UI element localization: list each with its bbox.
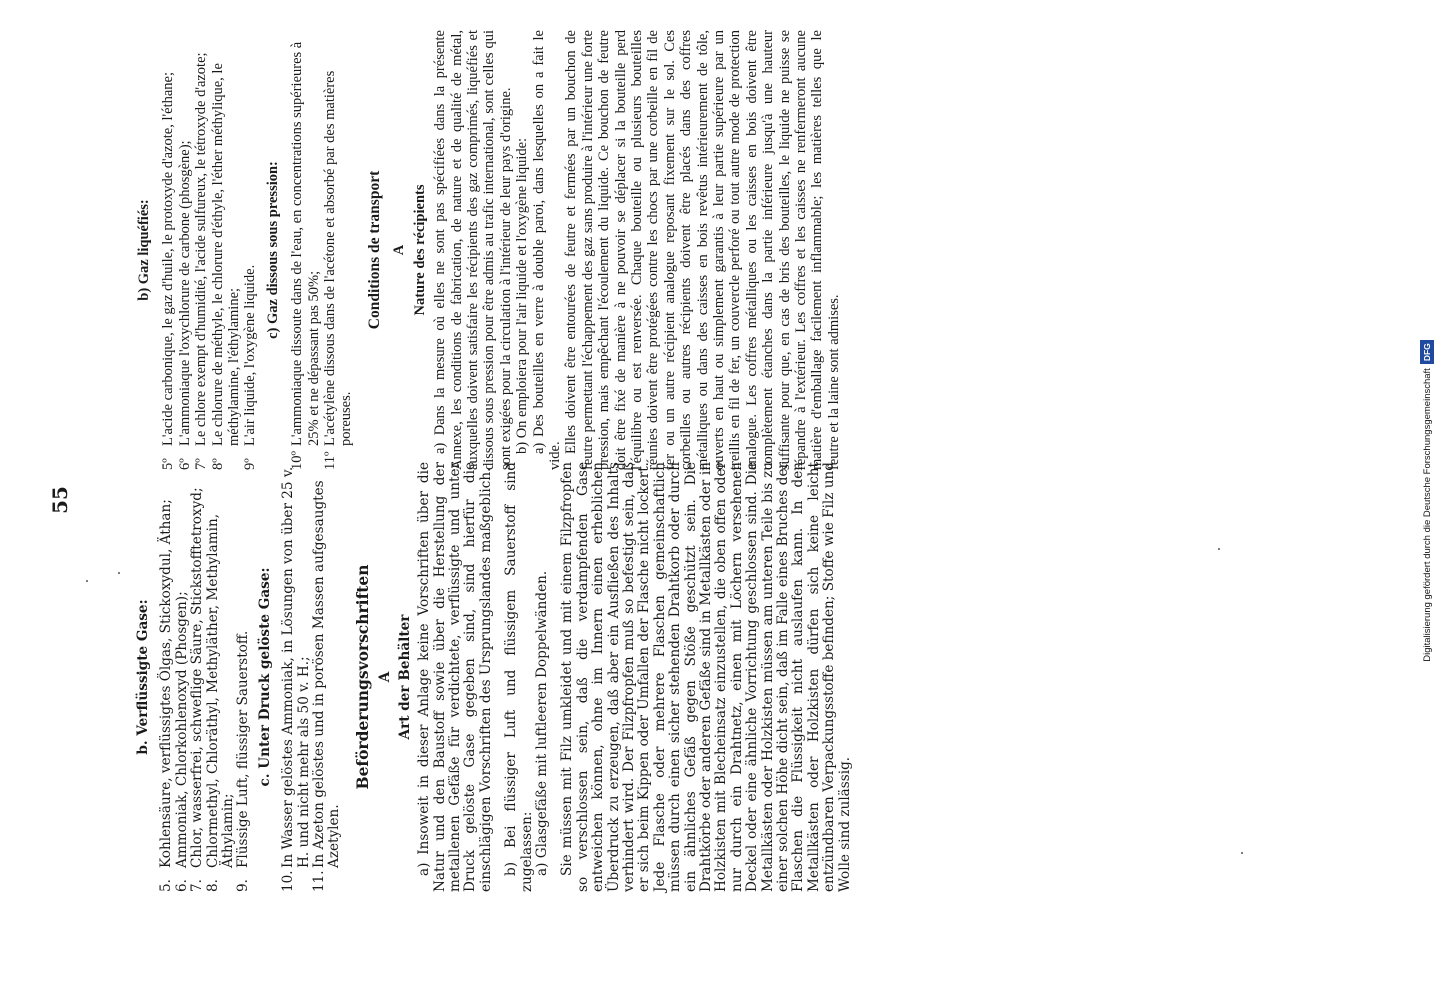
french-heading-containers: Nature des récipients xyxy=(411,184,428,316)
french-liquefied-item-number: 5º xyxy=(160,458,177,470)
french-heading-dissolved: c) Gaz dissous sous pression: xyxy=(264,161,281,339)
german-heading-containers: Art der Behälter xyxy=(396,614,413,740)
french-dissolved-item xyxy=(289,30,322,470)
french-liquefied-item-text: L'ammoniaque l'oxychlorure de carbone (phosgène); xyxy=(176,140,193,446)
german-heading-dissolved: c. Unter Druck gelöste Gase: xyxy=(256,567,273,787)
german-liquefied-item-number: 9. xyxy=(235,879,252,892)
german-heading-liquefied: b. Verflüssigte Gase: xyxy=(135,599,151,755)
german-paragraph-body: Sie müssen mit Filz umkleidet und mit einem Filzpfropfen so verschlossen sein, daß die verdampfenden Gase entweichen können, ohne im Innern einen erheblichen Überdruck zu erzeugen, daß aber ein Ausfließen des Inhalts verhindert wird. Der Filzpfropfen muß so befestigt sein, daß er sich beim Kippen oder Umfallen der Flasche nicht lockert. Jede Flasche oder mehrere Flaschen gemeinschaftlich müssen durch einen sicher stehenden Drahtkorb oder durch ein ähnliches Gefäß gegen Stöße geschützt sein. Die Drahtkörbe oder anderen Gefäße sind in Metallkästen oder in Holzkisten mit Blecheinsatz einzustellen, die oben offen oder nur durch ein Drahtnetz, einen mit Löchern versehenen Deckel oder eine ähnliche Vorrichtung geschlossen sind. Die Metallkästen oder Holzkisten müssen am unteren Teile bis zu einer solchen Höhe dicht sein, daß im Falle eines Bruches der Flaschen die Flüssigkeit nicht auslaufen kann. In den Metallkästen oder Holzkisten dürfen sich keine leicht entzündbaren Verpackungsstoffe befinden; Stoffe wie Filz und Wolle sind zulässig. xyxy=(559,462,853,892)
german-dissolved-item-text: In Azeton gelöstes und in porösen Massen aufgesaugtes Azetylen. xyxy=(311,480,343,868)
german-liquefied-item-number: 8. xyxy=(204,879,221,892)
french-liquefied-item-number: 9º xyxy=(242,458,259,470)
german-liquefied-item-text: Chlor, wasserfrei, schweflige Säure, Stickstofftetroxyd; xyxy=(189,487,206,868)
french-dissolved-item-number: 10º xyxy=(289,451,306,470)
scan-speck xyxy=(1218,548,1220,550)
scan-speck xyxy=(1241,852,1243,854)
digitization-sidebar xyxy=(1420,6,1434,996)
german-liquefied-item xyxy=(159,462,174,892)
scan-speck xyxy=(118,572,120,574)
german-paragraph-a: a) Insoweit in dieser Anlage keine Vorschriften über die Natur und den Baustoff sowie über die Herstellung der metallenen Gefäße für verdichtete, verflüssigte und unter Druck gelöste Gase gegeben sind, sind hierfür die einschlägigen Vorschriften des Ursprungslandes maßgeblich. xyxy=(416,462,494,892)
french-liquefied-item-number: 6º xyxy=(176,458,193,470)
dfg-logo-icon: DFG xyxy=(1420,340,1434,364)
french-dissolved-item-text: L'ammoniaque dissoute dans de l'eau, en concentrations supérieures à 25% et ne dépassant pas 50%; xyxy=(289,41,322,446)
french-liquefied-item xyxy=(193,30,209,470)
german-liquefied-item xyxy=(206,462,237,892)
french-column xyxy=(130,30,842,470)
german-liquefied-item xyxy=(190,462,205,892)
german-dissolved-item-number: 11. xyxy=(311,870,328,892)
german-liquefied-item-text: Flüssige Luft, flüssiger Sauerstoff. xyxy=(235,630,252,868)
french-paragraph-b: b) On emploiera pour l'air liquide et l'oxygène liquide: xyxy=(514,137,531,454)
german-liquefied-item-text: Ammoniak, Chlorkohlenoxyd (Phosgen); xyxy=(173,591,190,868)
german-paragraph-b: b) Bei flüssiger Luft und flüssigem Sauerstoff sind zugelassen: xyxy=(503,462,535,892)
french-paragraph-a: a) Dans la mesure où elles ne sont pas spécifiées dans la présente Annexe, les conditions de fabrication, de nature et de qualité de métal, auxquelles doivent satisfaire les récipients des gaz comprimés, liquéfiés et dissous sous pression pour être admis au trafic international, sont celles qui sont exigées pour la circulation à l'intérieur de leur pays d'origine. xyxy=(432,30,514,470)
french-paragraph-body: Elles doivent être entourées de feutre et fermées par un bouchon de feutre permettant l'échappement des gaz sans produire à l'intérieur une forte pression, mais empêchant l'écoulement du liquide. Ce bouchon de feutre doit être fixé de manière à ne pouvoir se déplacer si la bouteille perd l'équilibre ou est renversée. Chaque bouteille ou plusieurs bouteilles réunies doivent être protégées contre les chocs par une corbeille en fil de fer ou un autre récipient analogue reposant fixement sur le sol. Ces corbeilles ou autres récipients doivent être placés dans des coffres métalliques ou dans des caisses en bois revêtus intérieurement de tôle, ouverts en haut ou simplement garantis à leur partie supérieure par un treillis en fil de fer, un couvercle perforé ou tout autre mode de protection analogue. Les coffres métalliques ou les caisses en bois doivent être complètement étanches dans la partie inférieure jusqu'à une hauteur suffisante pour que, en cas de bris des bouteilles, le liquide ne puisse se répandre à l'extérieur. Les coffres et les caisses ne renfermeront aucune matière d'emballage facilement inflammable; les matières telles que le feutre et la laine sont admises. xyxy=(563,30,842,470)
german-paragraph-glass: a) Glasgefäße mit luftleeren Doppelwänden. xyxy=(533,570,550,876)
german-liquefied-item xyxy=(236,462,251,892)
page-number: 55 xyxy=(48,486,72,514)
french-liquefied-item-number: 7º xyxy=(193,458,210,470)
french-liquefied-item-text: Le chlore exempt d'humidité, l'acide sulfureux, le tétroxyde d'azote; xyxy=(193,52,210,446)
french-dissolved-item xyxy=(322,30,355,470)
german-liquefied-item-number: 6. xyxy=(173,879,190,892)
scan-speck xyxy=(86,580,88,582)
french-liquefied-item-text: Le chlorure de méthyle, le chlorure d'éthyle, l'éther méthylique, le méthylamine, l'éthylamine; xyxy=(209,63,243,446)
french-dissolved-item-text: L'acétylène dissous dans de l'acétone et absorbé par des matières poreuses. xyxy=(322,70,355,446)
german-liquefied-item xyxy=(175,462,190,892)
german-dissolved-item-text: In Wasser gelöstes Ammoniak, in Lösungen von über 25 v. H. und nicht mehr als 50 v. H.; xyxy=(280,466,312,868)
german-liquefied-item-text: Chlormethyl, Chloräthyl, Methyläther, Methylamin, Äthylamin; xyxy=(204,513,237,868)
digitization-credit: Digitalisierung gefördert durch die Deutsche Forschungsgemeinschaft xyxy=(1422,368,1433,662)
french-heading-transport: Conditions de transport xyxy=(365,170,383,330)
french-list-dissolved xyxy=(289,30,355,470)
french-heading-a: A xyxy=(391,244,408,256)
german-list-liquefied xyxy=(159,462,251,892)
german-liquefied-item-number: 5. xyxy=(158,879,175,892)
german-heading-a: A xyxy=(377,671,394,683)
german-dissolved-item xyxy=(281,462,312,892)
german-dissolved-item xyxy=(312,462,343,892)
german-liquefied-item-text: Kohlensäure, verflüssigtes Ölgas, Stickoxydul, Äthan; xyxy=(158,499,175,868)
german-column xyxy=(130,462,853,892)
german-dissolved-item-number: 10. xyxy=(280,870,297,892)
french-heading-liquefied: b) Gaz liquéfiés: xyxy=(136,199,152,301)
french-liquefied-item-text: L'air liquide, l'oxygène liquide. xyxy=(242,264,259,446)
french-liquefied-item xyxy=(160,30,176,470)
french-liquefied-item-number: 8º xyxy=(209,458,226,470)
german-liquefied-item-number: 7. xyxy=(189,879,206,892)
french-liquefied-item xyxy=(177,30,193,470)
french-dissolved-item-number: 11º xyxy=(322,451,339,470)
french-liquefied-item xyxy=(210,30,243,470)
french-liquefied-item xyxy=(242,30,258,470)
german-heading-transport: Beförderungsvorschriften xyxy=(352,564,372,790)
french-list-liquefied xyxy=(160,30,258,470)
german-list-dissolved xyxy=(281,462,343,892)
french-paragraph-glass: a) Des bouteilles en verre à double paroi, dans lesquelles on a fait le vide. xyxy=(530,30,563,470)
french-liquefied-item-text: L'acide carbonique, le gaz d'huile, le protoxyde d'azote, l'éthane; xyxy=(160,72,177,446)
